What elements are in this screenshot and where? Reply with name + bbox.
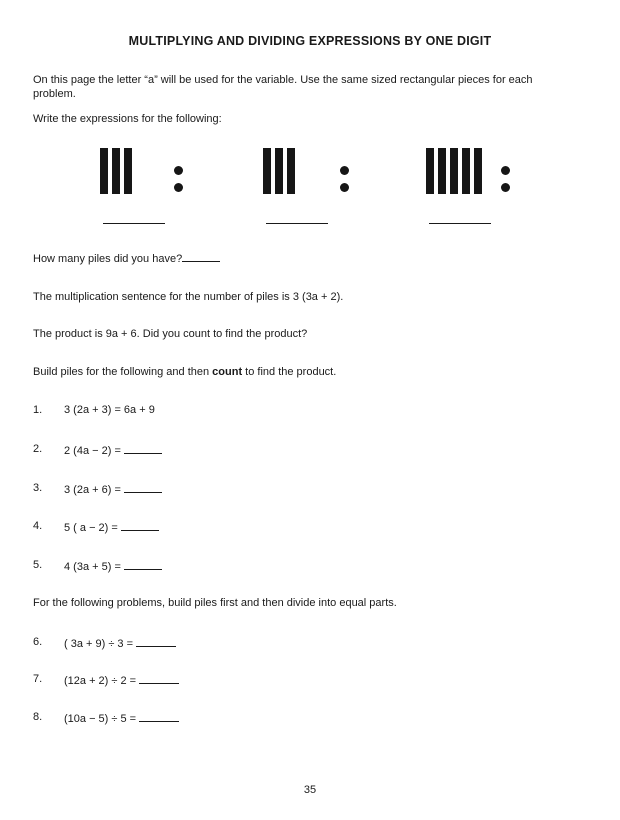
answer-blank[interactable] bbox=[139, 673, 179, 684]
problem-number: 4. bbox=[33, 520, 43, 532]
problem-row bbox=[64, 443, 162, 457]
problem-expression: (12a + 2) ÷ 2 = bbox=[64, 675, 137, 687]
build-instruction bbox=[33, 365, 336, 379]
product-question: The product is 9a + 6. Did you count to find the product? bbox=[33, 328, 308, 340]
problem-number: 6. bbox=[33, 636, 43, 648]
rod-piece bbox=[426, 148, 434, 194]
how-many-piles-question bbox=[33, 251, 220, 266]
rod-piece bbox=[450, 148, 458, 194]
build-instruction-after: to find the product. bbox=[242, 366, 337, 378]
unit-piece bbox=[174, 166, 183, 175]
write-prompt: Write the expressions for the following: bbox=[33, 113, 222, 125]
answer-blank[interactable] bbox=[124, 443, 162, 454]
answer-blank[interactable] bbox=[182, 251, 220, 262]
how-many-piles-text: How many piles did you have? bbox=[33, 253, 183, 265]
build-instruction-before: Build piles for the following and then bbox=[33, 366, 213, 378]
problem-expression: 5 ( a − 2) = bbox=[64, 522, 118, 534]
problem-row bbox=[64, 636, 176, 650]
problem-expression: ( 3a + 9) ÷ 3 = bbox=[64, 638, 134, 650]
problem-row bbox=[64, 673, 179, 687]
problem-row bbox=[64, 559, 162, 573]
answer-blank[interactable] bbox=[136, 636, 176, 647]
intro-text: On this page the letter “a” will be used for the variable. Use the same sized rectangular pieces for each problem. bbox=[33, 74, 533, 100]
problem-expression: 2 (4a − 2) = bbox=[64, 445, 121, 457]
problem-expression: 3 (2a + 6) = bbox=[64, 484, 121, 496]
answer-blank[interactable] bbox=[121, 520, 159, 531]
answer-blank[interactable] bbox=[124, 559, 162, 570]
problem-row bbox=[64, 482, 162, 496]
rod-piece bbox=[124, 148, 132, 194]
page-number: 35 bbox=[303, 784, 317, 796]
problem-number: 2. bbox=[33, 443, 43, 455]
answer-line-1[interactable] bbox=[103, 223, 165, 224]
answer-blank[interactable] bbox=[139, 711, 179, 722]
unit-piece bbox=[174, 183, 183, 192]
rod-piece bbox=[112, 148, 120, 194]
problem-number: 7. bbox=[33, 673, 43, 685]
answer-line-2[interactable] bbox=[266, 223, 328, 224]
rod-piece bbox=[275, 148, 283, 194]
rod-piece bbox=[462, 148, 470, 194]
problem-number: 1. bbox=[33, 404, 43, 416]
rod-piece bbox=[100, 148, 108, 194]
unit-piece bbox=[501, 166, 510, 175]
rod-piece bbox=[287, 148, 295, 194]
unit-piece bbox=[501, 183, 510, 192]
build-instruction-bold: count bbox=[212, 366, 243, 378]
answer-blank[interactable] bbox=[124, 482, 162, 493]
problem-number: 5. bbox=[33, 559, 43, 571]
problem-number: 3. bbox=[33, 482, 43, 494]
problem-number: 8. bbox=[33, 711, 43, 723]
page-title: MULTIPLYING AND DIVIDING EXPRESSIONS BY ONE DIGIT bbox=[128, 34, 492, 48]
problem-expression: 4 (3a + 5) = bbox=[64, 561, 121, 573]
divide-instruction: For the following problems, build piles first and then divide into equal parts. bbox=[33, 597, 397, 609]
problem-row bbox=[64, 520, 159, 534]
problem-row bbox=[64, 711, 179, 725]
rod-piece bbox=[263, 148, 271, 194]
problem-expression: (10a − 5) ÷ 5 = bbox=[64, 713, 137, 725]
rod-piece bbox=[438, 148, 446, 194]
problem-expression: 3 (2a + 3) = 6a + 9 bbox=[64, 404, 155, 416]
answer-line-3[interactable] bbox=[429, 223, 491, 224]
multiplication-sentence: The multiplication sentence for the number of piles is 3 (3a + 2). bbox=[33, 291, 344, 303]
unit-piece bbox=[340, 166, 349, 175]
rod-piece bbox=[474, 148, 482, 194]
unit-piece bbox=[340, 183, 349, 192]
